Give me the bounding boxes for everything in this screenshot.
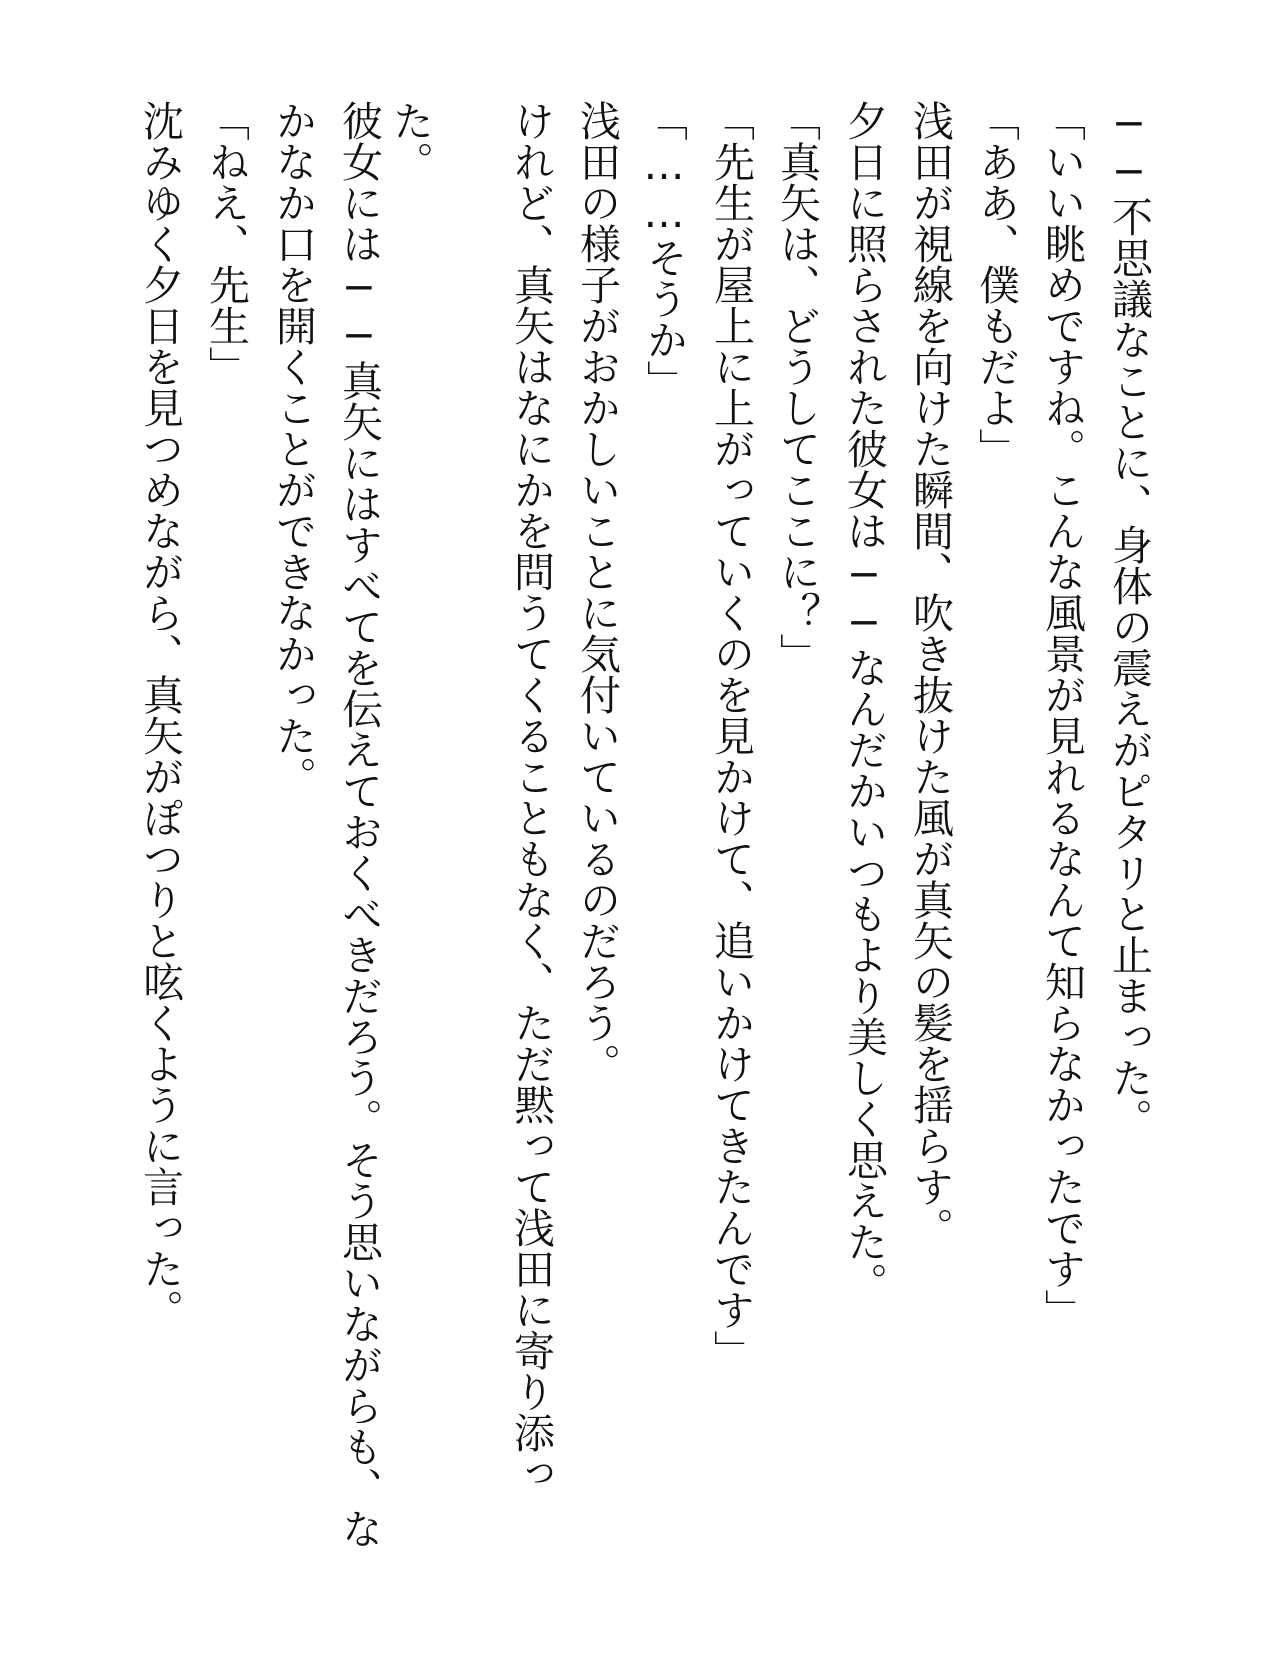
text-line-5: 夕日に照らされた彼女は──なんだかいつもより美しく思えた。 — [840, 100, 888, 1303]
text-line-1: ──不思議なことに、身体の震えがピタリと止まった。 — [1105, 100, 1153, 1139]
text-line-4: 浅田が視線を向けた瞬間、吹き抜けた風が真矢の髪を揺らす。 — [906, 100, 954, 1248]
text-line-8: 「……そうか」 — [640, 100, 688, 401]
text-line-7: 「先生が屋上に上がっていくのを見かけて、追いかけてきたんです」 — [707, 100, 755, 1371]
text-line-11: た。 — [386, 100, 434, 182]
text-line-9: 浅田の様子がおかしいことに気付いているのだろう。 — [573, 100, 621, 1084]
text-line-14: 「ねえ、先生」 — [202, 100, 250, 387]
text-line-2: 「いい眺めですね。こんな風景が見れるなんて知らなかったです」 — [1038, 100, 1086, 1330]
text-line-13: かなか口を開くことができなかった。 — [269, 100, 317, 797]
text-line-10: けれど、真矢はなにかを問うてくることもなく、ただ黙って浅田に寄り添っ — [507, 100, 555, 1494]
text-line-15: 沈みゆく夕日を見つめながら、真矢がぽつりと呟くように言った。 — [136, 100, 184, 1330]
text-line-12: 彼女には──真矢にはすべてを伝えておくべきだろう。そう思いながらも、な — [335, 100, 383, 1549]
text-line-3: 「ああ、僕もだよ」 — [972, 100, 1020, 469]
text-line-6: 「真矢は、どうしてここに？」 — [773, 100, 821, 674]
